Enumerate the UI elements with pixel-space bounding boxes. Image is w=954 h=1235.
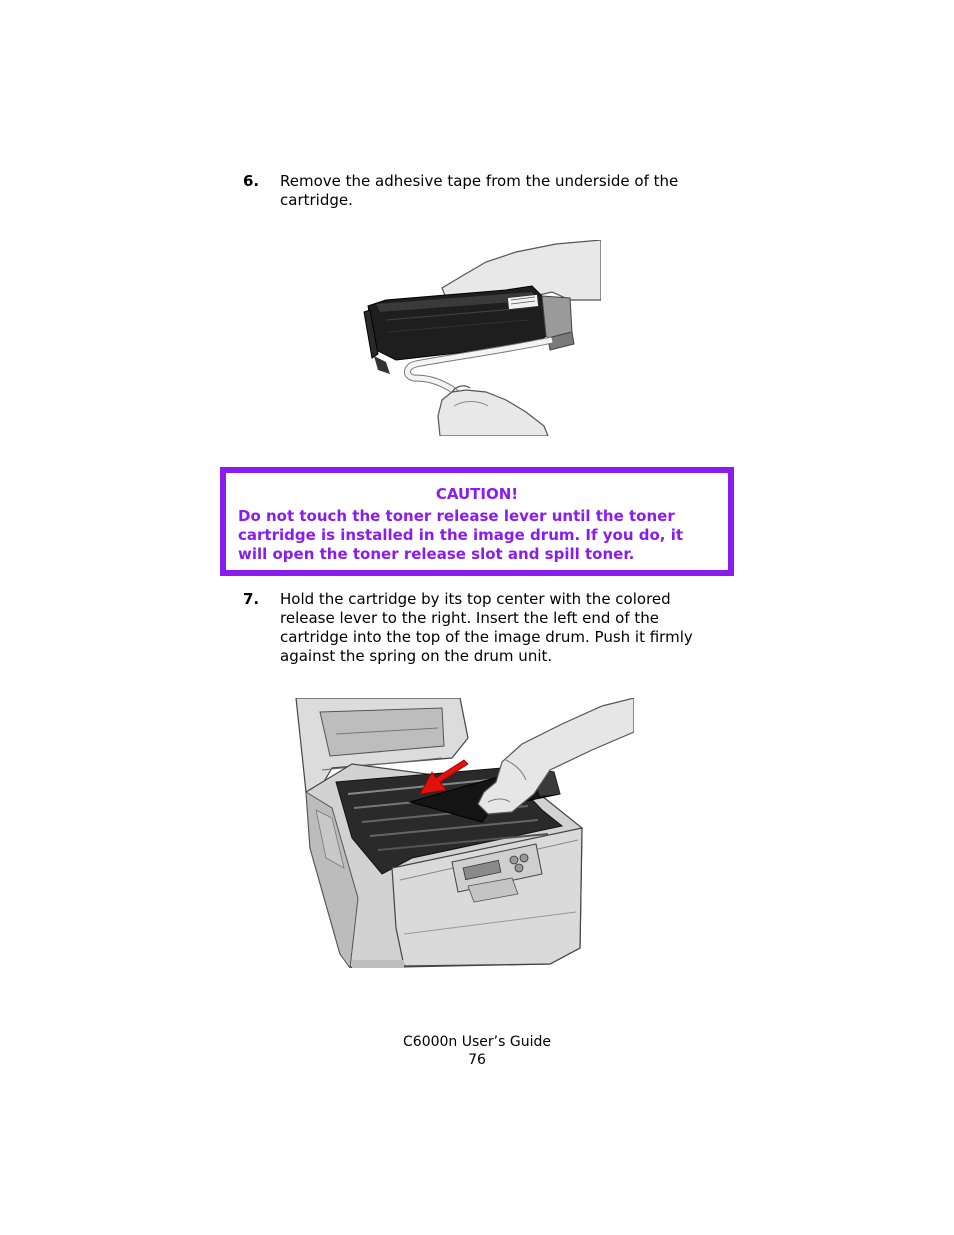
cartridge-tape-photo	[356, 240, 601, 436]
step-text: Hold the cartridge by its top center with the colored release lever to the right. Insert the left end of the cartridge into the top of the image drum. Push it firmly against the spring on the drum unit.	[280, 590, 693, 665]
step-number: 7.	[243, 590, 260, 608]
printer-insert-cartridge-photo	[292, 698, 634, 968]
footer-title: C6000n User’s Guide	[403, 1034, 551, 1050]
caution-box	[220, 467, 734, 576]
page-number: 76	[468, 1052, 486, 1068]
step-text: Remove the adhesive tape from the underside of the cartridge.	[280, 172, 679, 209]
caution-heading: CAUTION!	[435, 485, 519, 503]
step-number: 6.	[243, 172, 260, 190]
caution-text: Do not touch the toner release lever until the toner cartridge is installed in the image drum. If you do, it will open the toner release slot and spill toner.	[238, 507, 684, 563]
